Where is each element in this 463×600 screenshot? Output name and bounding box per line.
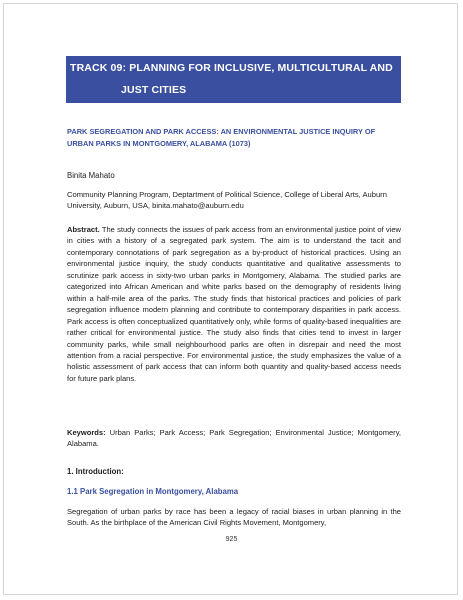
abstract [67,224,401,384]
section-heading: 1. Introduction: [67,467,124,476]
abstract-text: The study connects the issues of park access from an environmental justice point of view in cities with a history of a segregated park system. The aim is to understand the tacit and contemporary connotations of park segregation as a by-product of historical practices. Using an environmental justice inquiry, the study conducts quantitative and qualitative assessments to scrutinize park access in sixty-two urban parks in Montgomery, Alabama. The studied parks are categorized into African American and white parks based on the demography of residents living within a half-mile area of the parks. The study finds that historical practices and policies of park segregation influence modern planning and contribute to contemporary disparities in park access. Park access is often conceptualized quantitatively only, while forms of quality-based inequalities are rather critical for environmental justice. The study also finds that cities tend to invest in larger community parks, while small neighbourhood parks are often in disrepair and need the most attention from a racial perspective. For environmental justice, the study emphasizes the value of a holistic assessment of park access that can inform both quantity and quality-based access needs for future park plans. [67,225,401,383]
keywords-label: Keywords: [67,428,106,437]
keywords [67,427,401,450]
author-affiliation: Community Planning Program, Deptartment of Political Science, College of Liberal Arts, Auburn University, Auburn, USA, binita.mahato@auburn.edu [67,190,387,210]
paper-title: PARK SEGREGATION AND PARK ACCESS: AN ENVIRONMENTAL JUSTICE INQUIRY OF URBAN PARKS IN MONTGOMERY, ALABAMA (1073) [67,127,376,148]
keywords-text: Urban Parks; Park Access; Park Segregation; Environmental Justice; Montgomery, Alabama. [67,428,401,449]
track-title-line-2: JUST CITIES [121,84,187,96]
body-paragraph: Segregation of urban parks by race has been a legacy of racial biases in urban planning in the South. As the birthplace of the American Civil Rights Movement, Montgomery, [67,507,401,528]
track-banner [66,56,401,103]
track-title-line-1: TRACK 09: PLANNING FOR INCLUSIVE, MULTICULTURAL AND [70,62,393,74]
author-name: Binita Mahato [67,171,115,180]
abstract-label: Abstract. [67,225,100,234]
page-number: 925 [225,536,238,543]
subsection-heading: 1.1 Park Segregation in Montgomery, Alabama [67,487,239,496]
